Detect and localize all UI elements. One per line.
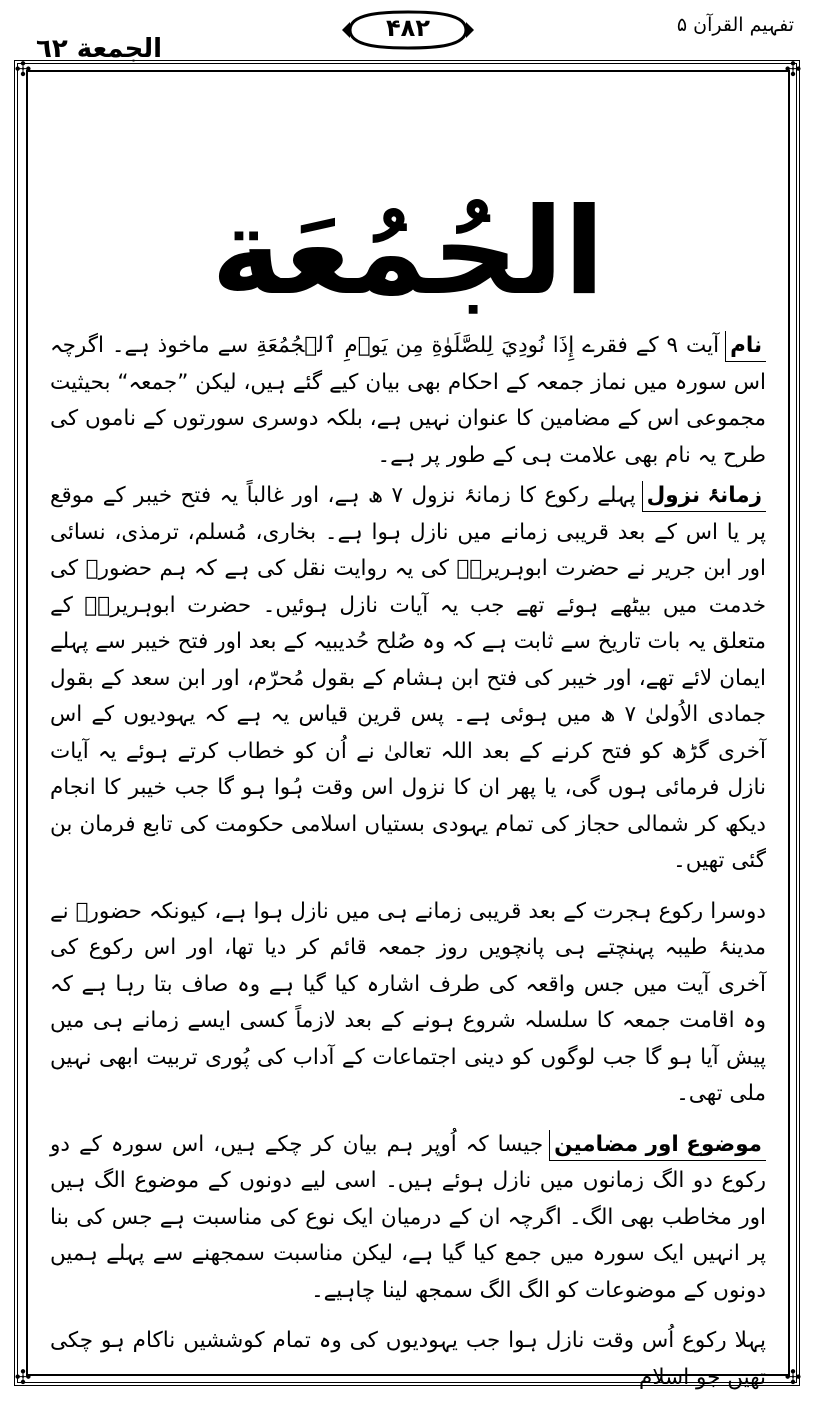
section-text: پہلے رکوع کا زمانۂ نزول ۷ ھ ہے، اور غالباً یہ فتح خیبر کے موقع پر یا اس کے بعد قریبی زمانے میں نازل ہوا ہے۔ بخاری، مُسلم، ترمذی، نسائی اور ابن جریر نے حضرت ابوہریرہؓ کی یہ روایت نقل کی ہے کہ ہم حضورؐ کی خدمت میں بیٹھے ہوئے تھے جب یہ آیات نازل ہوئیں۔ حضرت ابوہریرہؓ کے متعلق یہ بات تاریخ سے ثابت ہے کہ وہ صُلح حُدیبیہ کے بعد اور فتح خیبر سے پہلے ایمان لائے تھے، اور خیبر کی فتح ابن ہشام کے بقول مُحرّم، اور ابن سعد کے بقول جمادی الاُولیٰ ۷ ھ میں ہوئی ہے۔ پس قرین قیاس یہ ہے کہ یہودیوں کے اس آخری گڑھ کو فتح کرنے کے بعد اللہ تعالیٰ نے اُن کو خطاب کرتے ہوئے یہ آیات نازل فرمائی ہوں گی، یا پھر ان کا نزول اس وقت ہُوا ہو گا جب خیبر کا انجام دیکھ کر شمالی حجاز کی تمام یہودی بستیاں اسلامی حکومت کی تابع فرمان بن گئی تھیں۔ (50, 483, 766, 873)
surah-title: الجُمُعَة (211, 183, 605, 322)
corner-ornament-icon: ✣ (784, 57, 802, 81)
section-label: موضوع اور مضامین (549, 1130, 766, 1161)
section-label: زمانۂ نزول (642, 481, 766, 512)
section-text: جیسا کہ اُوپر ہم بیان کر چکے ہیں، اس سورہ کے دو رکوع دو الگ زمانوں میں نازل ہوئے ہیں۔ اسی لیے دونوں کے موضوع الگ ہیں اور مخاطب بھی الگ۔ اگرچہ ان کے درمیان ایک نوع کی مناسبت ہے جس کی بنا پر انہیں ایک سورہ میں جمع کیا گیا ہے، لیکن مناسبت سمجھنے سے پہلے ہمیں دونوں کے موضوعات کو الگ الگ سمجھ لینا چاہیے۔ (50, 1131, 766, 1303)
section-label: نام (725, 331, 766, 362)
paragraph (50, 1323, 766, 1396)
corner-ornament-icon: ✣ (14, 1365, 32, 1389)
section-period-of-revelation (50, 478, 766, 880)
page-number: ۴۸۲ (386, 14, 430, 42)
page-number-ornament (340, 8, 476, 52)
section-subject-matter (50, 1127, 766, 1310)
section-text: آیت ۹ کے فقرے إِذَا نُودِيَ لِلصَّلَوٰةِ مِن يَوۡمِ ٱلۡجُمُعَةِ سے ماخوذ ہے۔ اگرچہ اس سورہ میں نماز جمعہ کے احکام بھی بیان کیے گئے ہیں، لیکن ”جمعہ“ بحیثیت مجموعی اس کے مضامین کا عنوان نہیں ہے، بلکہ دوسری سورتوں کے ناموں کی طرح یہ نام بھی علامت ہی کے طور پر ہے۔ (50, 333, 766, 468)
body-content (50, 328, 766, 1410)
section-text: دوسرا رکوع ہجرت کے بعد قریبی زمانے ہی میں نازل ہوا ہے، کیونکہ حضورؐ نے مدینۂ طیبہ پہنچتے ہی پانچویں روز جمعہ قائم کر دیا تھا، اور اس رکوع کی آخری آیت میں جس واقعہ کی طرف اشارہ کیا گیا ہے وہ صاف بتا رہا ہے کہ وہ اقامت جمعہ کا سلسلہ شروع ہونے کے بعد لازماً کسی ایسے زمانے ہی میں پیش آیا ہو گا جب لوگوں کو دینی اجتماعات کے آداب کی پُوری تربیت ابھی نہیں ملی تھی۔ (50, 898, 766, 1106)
book-title-header: تفہیم القرآن ۵ (676, 14, 794, 36)
surah-reference-header: الجمعة ٦٢ (36, 34, 163, 64)
paragraph (50, 894, 766, 1113)
corner-ornament-icon: ✣ (784, 1365, 802, 1389)
section-name (50, 328, 766, 474)
corner-ornament-icon: ✣ (14, 57, 32, 81)
section-text: پہلا رکوع اُس وقت نازل ہوا جب یہودیوں کی وہ تمام کوششیں ناکام ہو چکی تھیں جو اسلام (50, 1328, 766, 1390)
